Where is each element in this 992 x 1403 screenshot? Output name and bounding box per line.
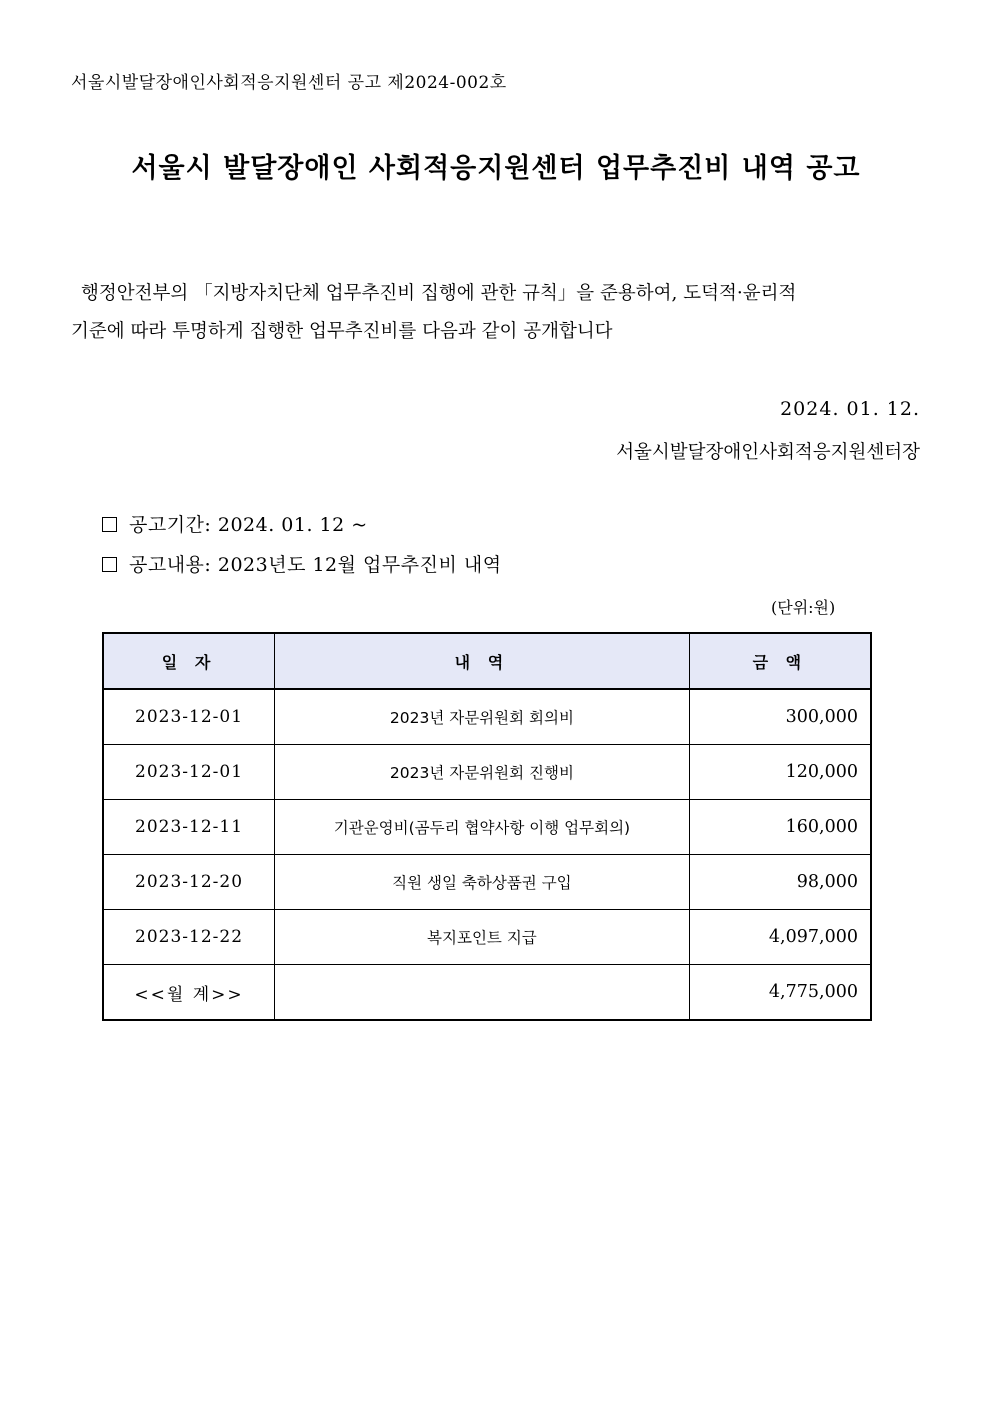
table-row: [103, 855, 871, 910]
table-row: [103, 689, 871, 745]
row-date: 2023-12-20: [103, 855, 275, 910]
checkbox-icon: [102, 517, 117, 532]
table-row: [103, 910, 871, 965]
row-amount: 4,097,000: [689, 910, 871, 965]
row-description: 복지포인트 지급: [275, 910, 690, 965]
notice-period: [102, 510, 368, 537]
row-description: 2023년 자문위원회 진행비: [275, 745, 690, 800]
total-amount: 4,775,000: [689, 965, 871, 1021]
notice-content: [102, 550, 502, 577]
row-amount: 120,000: [689, 745, 871, 800]
row-date: 2023-12-01: [103, 745, 275, 800]
issuer-name: 서울시발달장애인사회적응지원센터장: [616, 442, 920, 463]
row-amount: 300,000: [689, 689, 871, 745]
checkbox-icon: [102, 557, 117, 572]
total-description: [275, 965, 690, 1021]
intro-paragraph: [71, 275, 923, 351]
issue-date: 2024. 01. 12.: [780, 398, 920, 420]
intro-line-2: 기준에 따라 투명하게 집행한 업무추진비를 다음과 같이 공개합니다: [71, 321, 613, 342]
total-row: [103, 965, 871, 1021]
row-date: 2023-12-01: [103, 689, 275, 745]
header-description: 내 역: [275, 633, 690, 689]
notice-number: 서울시발달장애인사회적응지원센터 공고 제2024-002호: [71, 73, 507, 93]
row-amount: 98,000: [689, 855, 871, 910]
notice-content-text: 공고내용: 2023년도 12월 업무추진비 내역: [129, 554, 502, 576]
table-header-row: [103, 633, 871, 689]
table-row: [103, 800, 871, 855]
row-description: 기관운영비(곰두리 협약사항 이행 업무회의): [275, 800, 690, 855]
row-date: 2023-12-22: [103, 910, 275, 965]
header-amount: 금 액: [689, 633, 871, 689]
header-date: 일 자: [103, 633, 275, 689]
intro-line-1: 행정안전부의 「지방자치단체 업무추진비 집행에 관한 규칙」을 준용하여, 도덕적·윤리적: [81, 283, 797, 304]
row-description: 2023년 자문위원회 회의비: [275, 689, 690, 745]
notice-period-text: 공고기간: 2024. 01. 12 ~: [129, 514, 368, 536]
row-date: 2023-12-11: [103, 800, 275, 855]
expense-table: [102, 632, 872, 1021]
total-label: <<월 계>>: [103, 965, 275, 1021]
table-row: [103, 745, 871, 800]
document-title: 서울시 발달장애인 사회적응지원센터 업무추진비 내역 공고: [131, 153, 861, 184]
row-description: 직원 생일 축하상품권 구입: [275, 855, 690, 910]
row-amount: 160,000: [689, 800, 871, 855]
unit-label: (단위:원): [771, 598, 836, 617]
